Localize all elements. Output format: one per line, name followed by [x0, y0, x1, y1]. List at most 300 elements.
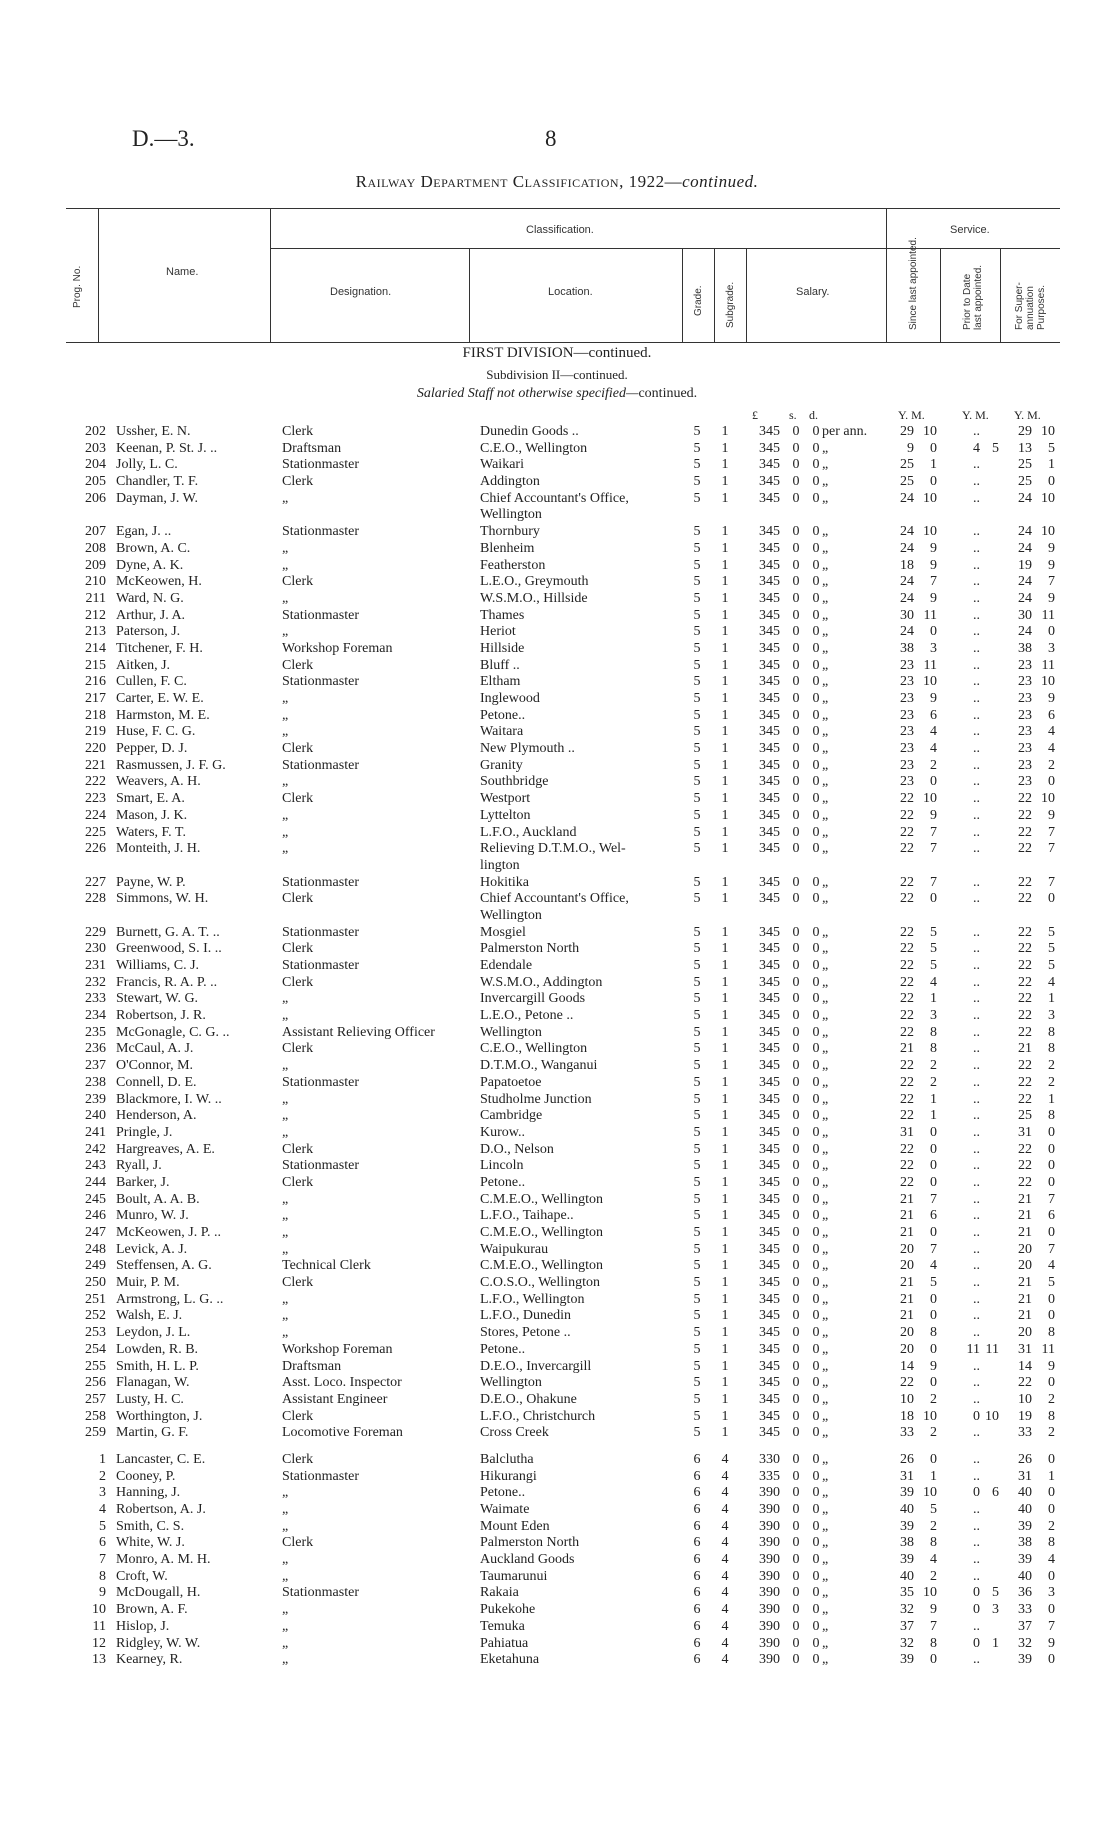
- cell-name: Lancaster, C. E.: [116, 1451, 206, 1467]
- cell-since-months: 5: [930, 924, 937, 940]
- cell-prior-years: ..: [973, 1451, 980, 1467]
- cell-subgrade: 4: [721, 1635, 729, 1651]
- cell-super-years: 33: [1018, 1425, 1032, 1441]
- header-classification: Classification.: [526, 224, 594, 236]
- cell-subgrade: 1: [721, 1058, 729, 1074]
- cell-since-months: 10: [923, 1408, 937, 1424]
- cell-designation: „: [282, 774, 289, 790]
- cell-since-years: 22: [900, 924, 914, 940]
- cell-grade: 5: [693, 590, 701, 606]
- cell-pence: 0: [812, 424, 820, 439]
- cell-since-years: 24: [900, 524, 914, 540]
- cell-grade: 5: [693, 941, 701, 957]
- cell-shillings: 0: [792, 757, 800, 773]
- table-row: [0, 1108, 1114, 1125]
- cell-shillings: 0: [792, 440, 800, 456]
- cell-prior-years: ..: [973, 1024, 980, 1040]
- table-row: [0, 524, 1114, 541]
- cell-since-months: 5: [930, 941, 937, 957]
- cell-subgrade: 1: [721, 540, 729, 556]
- cell-prior-years: 11: [966, 1341, 980, 1357]
- cell-salary: 345: [759, 1074, 780, 1090]
- table-row: [0, 1569, 1114, 1586]
- cell-super-months: 1: [1048, 991, 1055, 1007]
- table-row: [0, 1519, 1114, 1536]
- cell-prior-years: ..: [973, 1358, 980, 1374]
- cell-pence: 0: [812, 490, 820, 506]
- cell-name: Smith, H. L. P.: [116, 1358, 199, 1374]
- cell-pence: 0: [812, 590, 820, 606]
- cell-period: „: [822, 590, 829, 606]
- cell-shillings: 0: [792, 1325, 800, 1341]
- cell-subgrade: 1: [721, 1091, 729, 1107]
- cell-pence: 0: [812, 574, 820, 590]
- cell-since-years: 18: [900, 557, 914, 573]
- cell-grade: 5: [693, 1358, 701, 1374]
- cell-since-months: 2: [930, 1074, 937, 1090]
- cell-since-years: 33: [900, 1425, 914, 1441]
- cell-prog-no: 237: [85, 1058, 106, 1074]
- cell-period: „: [822, 1124, 829, 1140]
- cell-since-years: 26: [900, 1451, 914, 1467]
- cell-pence: 0: [812, 1425, 820, 1441]
- cell-since-months: 9: [930, 590, 937, 606]
- cell-shillings: 0: [792, 1258, 800, 1274]
- cell-name: Stewart, W. G.: [116, 991, 199, 1007]
- cell-salary: 390: [759, 1585, 780, 1601]
- cell-super-years: 20: [1018, 1258, 1032, 1274]
- cell-super-years: 10: [1018, 1391, 1032, 1407]
- cell-location: L.F.O., Auckland: [480, 824, 577, 840]
- header-location: Location.: [548, 286, 593, 298]
- cell-name: Kearney, R.: [116, 1652, 183, 1668]
- cell-salary: 345: [759, 1108, 780, 1124]
- cell-since-years: 23: [900, 691, 914, 706]
- cell-since-years: 39: [900, 1652, 914, 1668]
- cell-name: Worthington, J.: [116, 1408, 203, 1424]
- cell-super-months: 5: [1048, 1275, 1055, 1291]
- cell-designation: Clerk: [282, 424, 314, 439]
- cell-name: Brown, A. F.: [116, 1602, 188, 1618]
- cell-pence: 0: [812, 1141, 820, 1157]
- cell-since-months: 11: [923, 607, 937, 623]
- cell-super-years: 22: [1018, 1024, 1032, 1040]
- header-since-last: Since last appointed.: [908, 237, 919, 330]
- cell-period: „: [822, 1091, 829, 1107]
- cell-prior-years: ..: [973, 1191, 980, 1207]
- cell-prog-no: 221: [85, 757, 106, 773]
- cell-location: Chief Accountant's Office,: [480, 891, 629, 907]
- cell-salary: 390: [759, 1502, 780, 1517]
- cell-designation: „: [282, 1618, 289, 1634]
- cell-location: Eketahuna: [480, 1652, 540, 1668]
- cell-location: D.O., Nelson: [480, 1141, 554, 1157]
- cell-period: per ann.: [822, 424, 868, 439]
- cell-location: Mount Eden: [480, 1518, 550, 1534]
- cell-period: „: [822, 1468, 829, 1484]
- cell-designation: „: [282, 1108, 289, 1124]
- cell-super-months: 4: [1048, 974, 1055, 990]
- cell-super-years: 19: [1018, 557, 1032, 573]
- cell-super-months: 0: [1048, 1225, 1055, 1240]
- cell-designation: Clerk: [282, 1041, 314, 1057]
- cell-location: Westport: [480, 791, 531, 807]
- cell-salary: 345: [759, 1041, 780, 1057]
- cell-pence: 0: [812, 474, 820, 490]
- cell-subgrade: 1: [721, 474, 729, 490]
- cell-prog-no: 207: [85, 524, 106, 540]
- cell-prior-years: ..: [973, 1652, 980, 1668]
- cell-prior-years: ..: [973, 991, 980, 1007]
- cell-super-months: 8: [1048, 1108, 1055, 1124]
- cell-prog-no: 206: [85, 490, 106, 506]
- cell-prior-years: ..: [973, 974, 980, 990]
- cell-super-months: 11: [1041, 607, 1055, 623]
- cell-shillings: 0: [792, 1241, 800, 1257]
- cell-salary: 390: [759, 1535, 780, 1551]
- cell-designation: „: [282, 624, 289, 640]
- cell-period: „: [822, 607, 829, 623]
- cell-subgrade: 4: [721, 1468, 729, 1484]
- cell-since-years: 22: [900, 874, 914, 890]
- cell-name: Burnett, G. A. T. ..: [116, 924, 220, 940]
- cell-name: Dayman, J. W.: [116, 490, 199, 506]
- cell-period: „: [822, 1291, 829, 1307]
- cell-salary: 390: [759, 1568, 780, 1584]
- table-row: [0, 1636, 1114, 1653]
- cell-prior-years: ..: [973, 1091, 980, 1107]
- cell-salary: 345: [759, 958, 780, 973]
- cell-grade: 6: [693, 1602, 701, 1618]
- cell-salary: 345: [759, 1208, 780, 1224]
- cell-grade: 5: [693, 474, 701, 490]
- table-row: [0, 1602, 1114, 1619]
- cell-shillings: 0: [792, 1635, 800, 1651]
- cell-salary: 345: [759, 974, 780, 990]
- cell-prog-no: 254: [85, 1341, 106, 1357]
- cell-location: Palmerston North: [480, 1535, 580, 1551]
- cell-salary: 345: [759, 624, 780, 640]
- cell-salary: 390: [759, 1652, 780, 1668]
- cell-subgrade: 1: [721, 590, 729, 606]
- cell-since-years: 39: [900, 1552, 914, 1568]
- cell-name: Croft, W.: [116, 1568, 168, 1584]
- cell-grade: 6: [693, 1618, 701, 1634]
- cell-shillings: 0: [792, 1602, 800, 1618]
- cell-name: Greenwood, S. I. ..: [116, 941, 222, 957]
- cell-salary: 345: [759, 1091, 780, 1107]
- table-row: [0, 424, 1114, 441]
- cell-prog-no: 6: [99, 1535, 106, 1551]
- cell-designation: „: [282, 540, 289, 556]
- cell-prior-years: ..: [973, 1208, 980, 1224]
- cell-since-months: 4: [930, 741, 937, 757]
- cell-designation: Locomotive Foreman: [282, 1425, 403, 1441]
- cell-period: „: [822, 1174, 829, 1190]
- cell-designation: Workshop Foreman: [282, 1341, 393, 1357]
- cell-prog-no: 223: [85, 791, 106, 807]
- cell-name: Pepper, D. J.: [116, 741, 188, 757]
- cell-salary: 390: [759, 1552, 780, 1568]
- cell-since-months: 3: [930, 640, 937, 656]
- cell-pence: 0: [812, 557, 820, 573]
- cell-subgrade: 1: [721, 1358, 729, 1374]
- cell-prior-years: ..: [973, 574, 980, 590]
- table-row: [0, 825, 1114, 842]
- cell-super-months: 0: [1048, 474, 1055, 490]
- cell-prior-years: ..: [973, 1225, 980, 1240]
- cell-super-months: 4: [1048, 1552, 1055, 1568]
- cell-prior-years: ..: [973, 824, 980, 840]
- cell-since-months: 3: [930, 1008, 937, 1024]
- cell-super-years: 22: [1018, 824, 1032, 840]
- cell-shillings: 0: [792, 1058, 800, 1074]
- cell-grade: 6: [693, 1502, 701, 1517]
- cell-shillings: 0: [792, 1618, 800, 1634]
- cell-grade: 5: [693, 1258, 701, 1274]
- cell-prior-years: ..: [973, 490, 980, 506]
- cell-designation: Draftsman: [282, 440, 342, 456]
- cell-super-months: 7: [1048, 574, 1055, 590]
- cell-shillings: 0: [792, 1141, 800, 1157]
- cell-designation: „: [282, 1008, 289, 1024]
- cell-since-years: 23: [900, 674, 914, 690]
- cell-super-months: 2: [1048, 1058, 1055, 1074]
- cell-designation: Clerk: [282, 891, 314, 907]
- header-prog-no: Prog. No.: [72, 265, 83, 308]
- cell-since-months: 2: [930, 1391, 937, 1407]
- cell-shillings: 0: [792, 424, 800, 439]
- cell-designation: „: [282, 1225, 289, 1240]
- cell-salary: 345: [759, 1375, 780, 1391]
- cell-designation: „: [282, 707, 289, 723]
- cell-since-months: 2: [930, 1518, 937, 1534]
- cell-period: „: [822, 924, 829, 940]
- cell-designation: „: [282, 1058, 289, 1074]
- cell-salary: 345: [759, 557, 780, 573]
- cell-pence: 0: [812, 774, 820, 790]
- cell-shillings: 0: [792, 1208, 800, 1224]
- cell-prior-years: ..: [973, 874, 980, 890]
- cell-pence: 0: [812, 1074, 820, 1090]
- cell-since-months: 5: [930, 1275, 937, 1291]
- cell-since-years: 20: [900, 1341, 914, 1357]
- cell-prog-no: 4: [99, 1502, 106, 1517]
- cell-designation: „: [282, 824, 289, 840]
- cell-shillings: 0: [792, 991, 800, 1007]
- cell-pence: 0: [812, 640, 820, 656]
- cell-designation: „: [282, 1602, 289, 1618]
- cell-designation: „: [282, 557, 289, 573]
- cell-location: D.E.O., Invercargill: [480, 1358, 592, 1374]
- cell-designation: Clerk: [282, 1141, 314, 1157]
- cell-super-years: 24: [1018, 540, 1032, 556]
- cell-salary: 345: [759, 791, 780, 807]
- division-heading: FIRST DIVISION—continued.: [462, 345, 652, 361]
- cell-grade: 5: [693, 1241, 701, 1257]
- cell-super-years: 22: [1018, 958, 1032, 973]
- cell-pence: 0: [812, 1652, 820, 1668]
- cell-shillings: 0: [792, 524, 800, 540]
- cell-shillings: 0: [792, 474, 800, 490]
- unit-shilling: s.: [789, 408, 797, 422]
- cell-super-months: 4: [1048, 1258, 1055, 1274]
- cell-name: Jolly, L. C.: [116, 457, 178, 473]
- cell-super-months: 0: [1048, 1291, 1055, 1307]
- cell-prior-years: ..: [973, 624, 980, 640]
- cell-prog-no: 241: [85, 1124, 106, 1140]
- cell-designation: „: [282, 1635, 289, 1651]
- cell-shillings: 0: [792, 1518, 800, 1534]
- table-row: [0, 724, 1114, 741]
- cell-subgrade: 1: [721, 1041, 729, 1057]
- cell-prog-no: 257: [85, 1391, 106, 1407]
- cell-subgrade: 1: [721, 841, 729, 857]
- cell-grade: 6: [693, 1552, 701, 1568]
- cell-since-months: 2: [930, 1058, 937, 1074]
- cell-since-years: 24: [900, 540, 914, 556]
- cell-period: „: [822, 1225, 829, 1240]
- cell-since-years: 21: [900, 1291, 914, 1307]
- cell-subgrade: 4: [721, 1618, 729, 1634]
- cell-designation: Stationmaster: [282, 1158, 359, 1174]
- cell-prior-years: ..: [973, 1325, 980, 1341]
- cell-subgrade: 1: [721, 674, 729, 690]
- cell-prog-no: 253: [85, 1325, 106, 1341]
- cell-grade: 5: [693, 691, 701, 706]
- cell-since-years: 22: [900, 974, 914, 990]
- cell-prog-no: 234: [85, 1008, 106, 1024]
- cell-since-years: 23: [900, 657, 914, 673]
- cell-period: „: [822, 724, 829, 740]
- cell-grade: 5: [693, 1391, 701, 1407]
- cell-salary: 390: [759, 1518, 780, 1534]
- cell-super-months: 11: [1041, 1341, 1055, 1357]
- cell-location: Waikari: [480, 457, 524, 473]
- cell-salary: 345: [759, 1124, 780, 1140]
- cell-prior-years: ..: [973, 757, 980, 773]
- cell-designation: Stationmaster: [282, 1074, 359, 1090]
- cell-prior-years: ..: [973, 674, 980, 690]
- cell-since-months: 0: [930, 1225, 937, 1240]
- table-row: [0, 574, 1114, 591]
- cell-shillings: 0: [792, 874, 800, 890]
- cell-designation: „: [282, 1091, 289, 1107]
- table-row: [0, 1535, 1114, 1552]
- cell-super-months: 4: [1048, 741, 1055, 757]
- cell-subgrade: 1: [721, 991, 729, 1007]
- cell-subgrade: 1: [721, 1008, 729, 1024]
- cell-since-months: 4: [930, 1552, 937, 1568]
- table-row: [0, 1409, 1114, 1426]
- cell-salary: 345: [759, 1408, 780, 1424]
- cell-location: L.F.O., Taihape..: [480, 1208, 574, 1224]
- cell-designation: Stationmaster: [282, 924, 359, 940]
- table-row: [0, 1208, 1114, 1225]
- cell-since-years: 22: [900, 991, 914, 1007]
- cell-since-months: 11: [923, 657, 937, 673]
- cell-prior-years: ..: [973, 1552, 980, 1568]
- cell-super-months: 0: [1048, 1174, 1055, 1190]
- cell-prior-years: ..: [973, 1141, 980, 1157]
- cell-location: Studholme Junction: [480, 1091, 592, 1107]
- cell-designation: „: [282, 1208, 289, 1224]
- cell-shillings: 0: [792, 640, 800, 656]
- cell-since-years: 30: [900, 607, 914, 623]
- cell-prior-years: ..: [973, 657, 980, 673]
- cell-location: C.E.O., Wellington: [480, 1041, 588, 1057]
- cell-since-years: 31: [900, 1468, 914, 1484]
- cell-location: Eltham: [480, 674, 521, 690]
- cell-since-years: 22: [900, 1008, 914, 1024]
- cell-since-years: 38: [900, 640, 914, 656]
- cell-name: Francis, R. A. P. ..: [116, 974, 218, 990]
- cell-pence: 0: [812, 1291, 820, 1307]
- cell-prior-years: ..: [973, 1008, 980, 1024]
- cell-since-months: 2: [930, 1425, 937, 1441]
- cell-since-months: 1: [930, 1091, 937, 1107]
- cell-designation: „: [282, 1552, 289, 1568]
- cell-since-years: 18: [900, 1408, 914, 1424]
- cell-subgrade: 4: [721, 1502, 729, 1517]
- cell-prog-no: 244: [85, 1174, 106, 1190]
- cell-salary: 345: [759, 1024, 780, 1040]
- cell-since-months: 9: [930, 540, 937, 556]
- cell-shillings: 0: [792, 590, 800, 606]
- cell-super-months: 10: [1041, 524, 1055, 540]
- cell-period: „: [822, 1275, 829, 1291]
- cell-since-months: 0: [930, 1652, 937, 1668]
- cell-prog-no: 212: [85, 607, 106, 623]
- cell-salary: 345: [759, 707, 780, 723]
- cell-since-months: 0: [930, 1341, 937, 1357]
- cell-subgrade: 1: [721, 958, 729, 973]
- cell-prog-no: 245: [85, 1191, 106, 1207]
- cell-salary: 345: [759, 474, 780, 490]
- cell-prior-years: ..: [973, 607, 980, 623]
- cell-pence: 0: [812, 1158, 820, 1174]
- cell-super-months: 5: [1048, 958, 1055, 973]
- cell-grade: 5: [693, 1174, 701, 1190]
- cell-prior-years: ..: [973, 1241, 980, 1257]
- cell-name: McGonagle, C. G. ..: [116, 1024, 230, 1040]
- cell-name: Flanagan, W.: [116, 1375, 190, 1391]
- cell-since-years: 21: [900, 1275, 914, 1291]
- cell-super-years: 14: [1018, 1358, 1032, 1374]
- cell-prog-no: 225: [85, 824, 106, 840]
- cell-period: „: [822, 774, 829, 790]
- cell-location: Wellington: [480, 1375, 542, 1391]
- cell-super-months: 0: [1048, 774, 1055, 790]
- cell-name: Brown, A. C.: [116, 540, 191, 556]
- cell-designation: Stationmaster: [282, 1585, 359, 1601]
- cell-subgrade: 1: [721, 874, 729, 890]
- cell-super-years: 21: [1018, 1208, 1032, 1224]
- cell-super-years: 24: [1018, 490, 1032, 506]
- cell-super-months: 0: [1048, 624, 1055, 640]
- cell-salary: 345: [759, 757, 780, 773]
- cell-prog-no: 243: [85, 1158, 106, 1174]
- cell-pence: 0: [812, 1602, 820, 1618]
- cell-subgrade: 1: [721, 607, 729, 623]
- cell-location: Rakaia: [480, 1585, 519, 1601]
- cell-super-years: 30: [1018, 607, 1032, 623]
- cell-pence: 0: [812, 1408, 820, 1424]
- cell-pence: 0: [812, 724, 820, 740]
- cell-grade: 6: [693, 1585, 701, 1601]
- cell-prog-no: 11: [92, 1618, 106, 1634]
- cell-subgrade: 1: [721, 1124, 729, 1140]
